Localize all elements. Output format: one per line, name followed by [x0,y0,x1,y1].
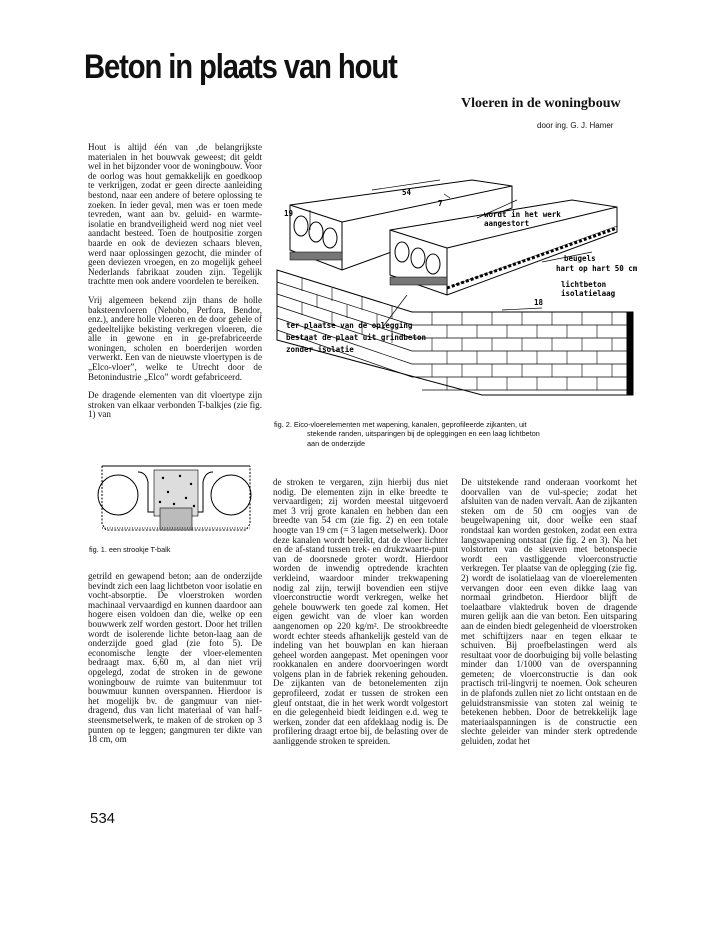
paragraph: de stroken te vergaren, zijn hierbij dus niet nodig. De elementen zijn in elke breedte te vervaardigen; zij worden meestal uitgevoerd met 3 vrij grote kanalen en hebben dan een breedte van 54 cm (zie fig. 2) en een totale hoogte van 19 cm (= 3 lagen metselwerk). Door deze kanalen wordt bereikt, dat de vloer lichter en de af-stand tussen trek- en drukzwaarte-punt van de doorsnede groter wordt. Hierdoor worden de inwendig optredende krachten verkleind, waardoor minder trekwapening nodig zal zijn, terwijl bovendien een stijve vloerconstructie wordt verkregen, welke het gehele bouwwerk ten goede zal komen. Het eigen gewicht van de vloer kan worden aangenomen op 220 kg/m². De strookbreedte wordt echter steeds afhankelijk gesteld van de indeling van het bouwplan en kan hieraan geheel worden aangepast. Met openingen voor rookkanalen en andere doorvoeringen wordt volgens plan in de fabriek rekening gehouden. De zijkanten van de betonelementen zijn geprofileerd, zodat er tussen de stroken een gleuf ontstaat, die in het werk wordt volgestort en die gelegenheid biedt leidingen e.d. weg te werken, zonder dat een afdeklaag nodig is. De profilering draagt ertoe bij, de belasting over de aanliggende stroken te spreiden. [273,477,448,747]
label-oplegging: zonder isolatie [286,345,354,354]
figure-2-caption [274,420,634,448]
label-beugels: beugels [564,254,596,263]
page-number: 534 [90,810,116,827]
paragraph: Vrij algemeen bekend zijn thans de holle baksteenvloeren (Nehobo, Perfora, Bendor, enz.), andere holle vloeren en de door gehele of gedeeltelijke bekisting verkregen vloeren, die alle in gewone en in ge-prefabriceerde woningen, scholen en boerderijen worden verwerkt. Een van de nieuwste vloertypen is de „Elco-vloer”, welke te Utrecht door de Betonindustrie „Elco” wordt gefabriceerd. [88,294,262,382]
label-oplegging: ter plaatse van de oplegging [286,321,413,330]
dimension-19: 19 [284,209,294,218]
column-3 [461,478,637,756]
label-aangestort: wordt in het werk [484,210,561,219]
label-lichtbeton: isolatielaag [561,289,616,298]
label-beugels: hart op hart 50 cm [556,264,638,273]
label-oplegging: bestaat de plaat uit grindbeton [286,333,426,342]
label-lichtbeton: lichtbeton [561,280,607,289]
column-1-bottom [88,572,262,754]
caption-line: stekende randen, uitsparingen bij de opleggingen en een laag lichtbeton [307,429,540,439]
dimension-18: 18 [534,298,544,307]
paragraph: De dragende elementen van dit vloertype zijn stroken van elkaar verbonden T-balkjes (zie fig. 1) van [88,390,262,420]
caption-line: fig. 2. Eico-vloerelementen met wapening, kanalen, geprofileerde zijkanten, uit [274,420,527,429]
figure-2-drawing [272,160,642,418]
paragraph: Hout is altijd één van ‚de belangrijkste materialen in het bouwvak geweest; dit geldt wel in het bijzonder voor de woningbouw. Voor de oorlog was hout gemakkelijk en goedkoop te verkrijgen, zodat er geen directe aanleiding bestond, naar een andere of betere oplossing te zoeken. In ieder geval, men was er toen mede tevreden, want aan bv. geluid- en warmte-isolatie en brandveiligheid werd nog niet veel aandacht besteed. Toen de houtpositie zorgen baarde en ook de deviezen schaars bleven, werd naar oplossingen gezocht, die minder of geen deviezen vroegen, en zo mogelijk geheel Nederlands fabrikaat zouden zijn. Tegelijk trachtte men ook andere voordelen te bereiken. [88,142,262,287]
column-1-top [88,143,262,429]
dimension-54: 54 [402,188,412,197]
figure-1-caption: fig. 1. een strookje T-balk [89,545,171,554]
caption-line: aan de onderzijde [307,438,366,448]
label-aangestort: aangestort [484,219,530,228]
article-title: Beton in plaats van hout [84,48,397,86]
paragraph: getrild en gewapend beton; aan de onderzijde bevindt zich een laag lichtbeton voor isolatie en vocht-absorptie. De vloerstroken worden machinaal vervaardigd en kunnen daardoor aan hogere eisen voldoen dan die, welke op een bouwwerk zelf worden gestort. Door het trillen wordt de isolerende lichte beton-laag aan de onderzijde goed glad (zie foto 5). De economische lengte der vloer-elementen bedraagt max. 6,60 m, al dan niet vrij opgelegd, zodat de stroken in de gewone woningbouw de ruimte van buitenmuur tot bouwmuur kunnen overspannen. Hierdoor is het mogelijk bv. de gangmuur van niet-dragend, dus van licht materiaal of van half-steensmetselwerk, te maken of de stroken op 3 punten op te leggen; gangmuren ter dikte van 18 cm, om [88,571,262,745]
author-byline: door ing. G. J. Hamer [537,121,614,130]
column-2 [273,478,448,756]
article-subtitle: Vloeren in de woningbouw [461,96,621,111]
figure-1-drawing [88,462,266,540]
paragraph: De uitstekende rand onderaan voorkomt het doorvallen van de vul-specie; zodat het afsluiten van de naden vervalt. Aan de zijkanten steken om de 50 cm oogjes van de beugelwapening uit, door welke een staaf rondstaal kan worden gestoken, zodat een extra langswapening ontstaat (zie fig. 2 en 3). Na het volstorten van de sleuven met betonspecie wordt een vastliggende vloerconstructie verkregen. Ter plaatse van de oplegging (zie fig. 2) wordt de isolatielaag van de vloerelementen vervangen door een even dikke laag van normaal grindbeton. Hierdoor blijft de toelaatbare vlaktedruk boven de dragende muren gelijk aan die van beton. Een uitsparing aan de einden biedt gelegenheid de vloerstroken met schiftijzers naar en tegen elkaar te schuiven. Bij proefbelastingen werd als resultaat voor de doorbuiging bij volle belasting minder dan 1/1000 van de overspanning gemeten; de vloerconstructie is dan ook practisch tril-lingvrij te noemen. Ook scheuren in de plafonds zullen niet zo licht ontstaan en de geluidstransmissie van stoten zal weinig te betekenen hebben. Door de betrekkelijk lage materiaalspanningen is de constructie een slechte geleider van minder sterk optredende geluiden, zodat het [461,477,637,747]
dimension-7: 7 [438,199,443,208]
